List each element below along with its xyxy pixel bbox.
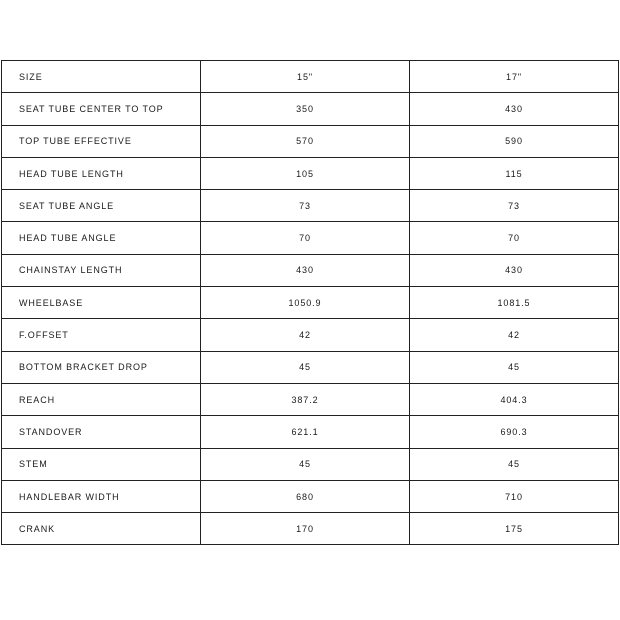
row-label: HANDLEBAR WIDTH <box>2 480 201 512</box>
table-row <box>2 383 619 415</box>
row-label: BOTTOM BRACKET DROP <box>2 351 201 383</box>
row-value-15: 680 <box>201 480 410 512</box>
table-row <box>2 351 619 383</box>
table-row <box>2 125 619 157</box>
table-row <box>2 287 619 319</box>
row-value-17: 70 <box>410 222 619 254</box>
table-row <box>2 157 619 189</box>
size-17-header: 17" <box>410 61 619 93</box>
table-row <box>2 254 619 286</box>
table-header-row <box>2 61 619 93</box>
table-row <box>2 416 619 448</box>
row-label: STEM <box>2 448 201 480</box>
row-value-17: 430 <box>410 93 619 125</box>
row-value-17: 73 <box>410 190 619 222</box>
row-label: CHAINSTAY LENGTH <box>2 254 201 286</box>
row-value-17: 45 <box>410 351 619 383</box>
row-value-15: 621.1 <box>201 416 410 448</box>
row-value-15: 45 <box>201 448 410 480</box>
row-value-17: 1081.5 <box>410 287 619 319</box>
row-label: STANDOVER <box>2 416 201 448</box>
row-value-15: 73 <box>201 190 410 222</box>
row-value-17: 45 <box>410 448 619 480</box>
row-value-17: 430 <box>410 254 619 286</box>
row-value-17: 404.3 <box>410 383 619 415</box>
row-label: WHEELBASE <box>2 287 201 319</box>
table-row <box>2 319 619 351</box>
row-value-17: 42 <box>410 319 619 351</box>
row-value-15: 170 <box>201 513 410 545</box>
table-row <box>2 448 619 480</box>
table-row <box>2 480 619 512</box>
table-row <box>2 222 619 254</box>
size-header-label: SIZE <box>2 61 201 93</box>
row-label: CRANK <box>2 513 201 545</box>
row-label: REACH <box>2 383 201 415</box>
row-value-15: 430 <box>201 254 410 286</box>
row-value-15: 105 <box>201 157 410 189</box>
row-label: TOP TUBE EFFECTIVE <box>2 125 201 157</box>
row-value-15: 45 <box>201 351 410 383</box>
row-value-17: 710 <box>410 480 619 512</box>
row-value-17: 590 <box>410 125 619 157</box>
row-value-15: 1050.9 <box>201 287 410 319</box>
row-value-17: 690.3 <box>410 416 619 448</box>
row-value-15: 350 <box>201 93 410 125</box>
table-row <box>2 190 619 222</box>
row-label: SEAT TUBE CENTER TO TOP <box>2 93 201 125</box>
row-label: F.OFFSET <box>2 319 201 351</box>
table-row <box>2 93 619 125</box>
row-label: HEAD TUBE LENGTH <box>2 157 201 189</box>
row-value-15: 70 <box>201 222 410 254</box>
size-15-header: 15" <box>201 61 410 93</box>
row-value-17: 175 <box>410 513 619 545</box>
row-label: SEAT TUBE ANGLE <box>2 190 201 222</box>
row-label: HEAD TUBE ANGLE <box>2 222 201 254</box>
row-value-15: 570 <box>201 125 410 157</box>
table-row <box>2 513 619 545</box>
row-value-15: 42 <box>201 319 410 351</box>
row-value-15: 387.2 <box>201 383 410 415</box>
row-value-17: 115 <box>410 157 619 189</box>
geometry-table <box>1 60 619 545</box>
